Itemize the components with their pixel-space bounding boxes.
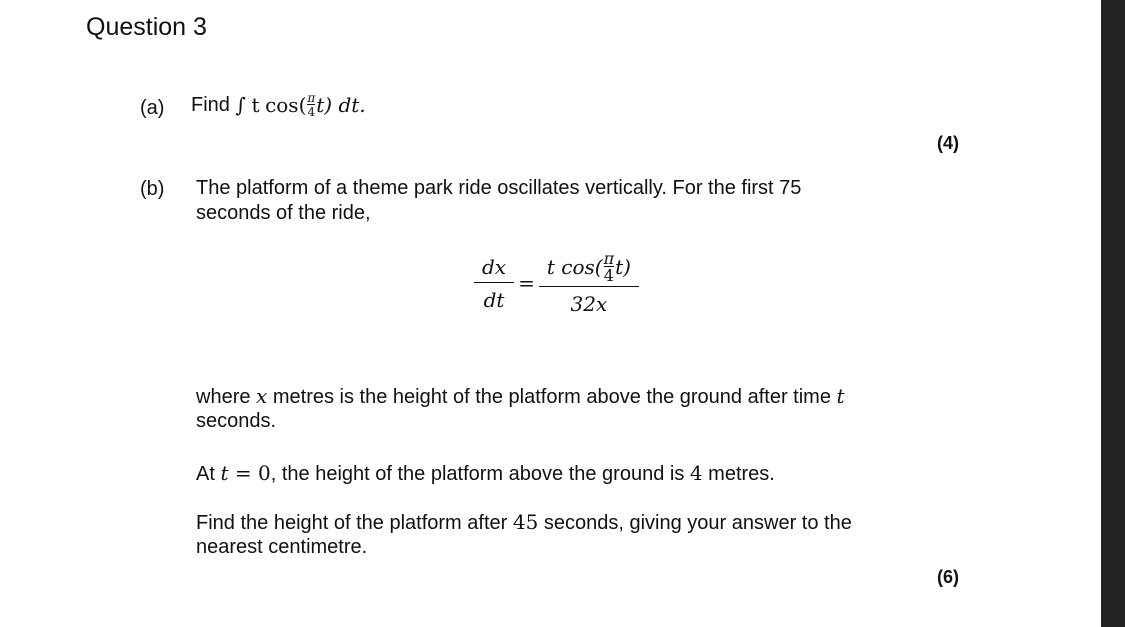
find-line2: nearest centimetre. — [196, 536, 368, 558]
find-pre: Find the height of the platform after — [196, 512, 513, 534]
rhs-denominator: 32x — [539, 286, 639, 316]
at-equals: = — [228, 461, 258, 485]
question-title: Question 3 — [86, 13, 207, 41]
part-a-find-word: Find — [191, 93, 230, 116]
at-zero: 0 — [257, 461, 271, 485]
differential-equation — [478, 248, 635, 316]
find-post: seconds, giving your answer to the — [538, 512, 852, 534]
at-mid: , the height of the platform above the ground is — [270, 463, 690, 485]
dark-side-panel — [1101, 0, 1125, 627]
part-b-marks: (6) — [937, 567, 959, 587]
at-pre: At — [196, 463, 221, 485]
lhs-denominator: dt — [474, 282, 514, 312]
where-mid: metres is the height of the platform above the ground after time — [267, 386, 837, 408]
at-four: 4 — [689, 461, 703, 485]
rhs-num-post: t) — [615, 254, 631, 279]
part-a-label: (a) — [140, 97, 165, 119]
lhs-numerator: dx — [482, 254, 507, 279]
lhs-fraction — [478, 255, 510, 312]
part-b-intro-line2: seconds of the ride, — [196, 202, 371, 224]
find-line1 — [196, 510, 852, 536]
where-line1 — [196, 384, 845, 410]
part-a-frac-den: 4 — [307, 105, 316, 119]
rhs-fraction — [543, 248, 635, 316]
rhs-numerator — [543, 248, 635, 286]
part-a-marks: (4) — [937, 133, 959, 153]
integral-sign: ∫ — [235, 92, 246, 117]
where-line2: seconds. — [196, 410, 277, 432]
rhs-four: 4 — [603, 265, 614, 285]
equals-sign: = — [518, 271, 535, 295]
part-a-cos: cos( — [265, 92, 307, 117]
rhs-pi: π — [603, 248, 615, 268]
part-b-label: (b) — [140, 178, 165, 200]
where-x: x — [256, 384, 268, 408]
part-a-fraction — [307, 92, 315, 118]
part-a-tail: t) dt. — [316, 92, 366, 117]
at-end: metres. — [702, 463, 775, 485]
part-a-t: t — [251, 92, 260, 117]
part-a-question — [191, 92, 366, 118]
where-t: t — [836, 384, 845, 408]
part-b-intro-line1: The platform of a theme park ride oscillates vertically. For the first 75 — [196, 177, 802, 199]
find-45: 45 — [512, 510, 539, 534]
at-t: t — [220, 461, 229, 485]
rhs-num-pre: t cos( — [546, 254, 603, 279]
part-a-frac-num: π — [307, 91, 316, 105]
where-pre: where — [196, 386, 257, 408]
rhs-pi-over-4 — [603, 248, 615, 285]
initial-condition — [196, 461, 775, 487]
